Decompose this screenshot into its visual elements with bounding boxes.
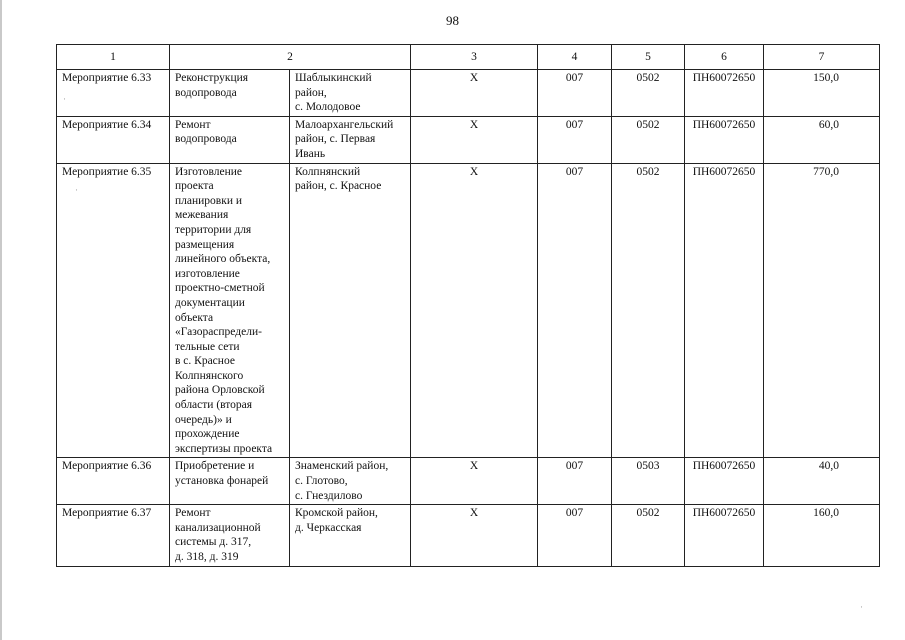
name-cell-line: Реконструкция — [175, 72, 249, 84]
scan-speck: · — [860, 602, 863, 612]
name-cell-line: «Газораспредели- — [175, 326, 262, 339]
location-cell-line: район, с. Первая — [295, 133, 376, 146]
col4-cell: 007 — [538, 70, 612, 117]
header-col-3: 3 — [411, 45, 538, 70]
event-cell: Мероприятие 6.34 — [57, 116, 170, 163]
name-cell-line: Ремонт — [175, 507, 211, 520]
col3-cell: Х — [411, 116, 538, 163]
name-cell-line: в с. Красное — [175, 355, 235, 368]
col6-cell: ПН60072650 — [685, 70, 764, 117]
header-col-2: 2 — [170, 45, 411, 70]
name-cell-line: документации — [175, 296, 245, 309]
location-cell — [290, 116, 411, 163]
col7-cell: 40,0 — [764, 458, 880, 505]
col6-cell: ПН60072650 — [685, 163, 764, 458]
event-cell: Мероприятие 6.37 — [57, 505, 170, 566]
col5-cell: 0503 — [612, 458, 685, 505]
name-cell-line: Изготовление — [175, 165, 243, 178]
name-cell — [170, 458, 290, 505]
header-col-5: 5 — [612, 45, 685, 70]
header-col-4: 4 — [538, 45, 612, 70]
location-cell-line: Колпнянский — [295, 165, 361, 178]
col7-cell: 770,0 — [764, 163, 880, 458]
name-cell-line: размещения — [175, 238, 235, 251]
name-cell-line: межевания — [175, 209, 229, 222]
col6-cell: ПН60072650 — [685, 505, 764, 566]
header-col-6: 6 — [685, 45, 764, 70]
name-cell-line: водопровода — [175, 133, 237, 146]
table-row — [57, 70, 880, 117]
col4-cell: 007 — [538, 163, 612, 458]
col7-cell: 60,0 — [764, 116, 880, 163]
name-cell-line: водопровода — [175, 86, 237, 99]
location-cell-line: район, с. Красное — [295, 180, 382, 193]
table-row — [57, 116, 880, 163]
col3-cell: Х — [411, 70, 538, 117]
location-cell-line: Ивань — [295, 147, 326, 160]
page-number: 98 — [446, 13, 459, 28]
col5-cell: 0502 — [612, 70, 685, 117]
table-row — [57, 458, 880, 505]
col5-cell: 0502 — [612, 116, 685, 163]
col5-cell: 0502 — [612, 163, 685, 458]
table-row — [57, 163, 880, 458]
location-cell-line: район, — [295, 86, 327, 99]
name-cell-line: Колпнянского — [175, 369, 244, 382]
col4-cell: 007 — [538, 458, 612, 505]
name-cell-line: планировки и — [175, 194, 243, 207]
location-cell — [290, 458, 411, 505]
name-cell-line: территории для — [175, 223, 252, 236]
col3-cell: Х — [411, 505, 538, 566]
col7-cell: 160,0 — [764, 505, 880, 566]
name-cell — [170, 163, 290, 458]
col4-cell: 007 — [538, 505, 612, 566]
name-cell — [170, 505, 290, 566]
header-col-7: 7 — [764, 45, 880, 70]
name-cell-line: д. 318, д. 319 — [175, 551, 239, 563]
name-cell-line: проекта — [175, 180, 214, 193]
name-cell-line: района Орловской — [175, 384, 265, 397]
col3-cell: Х — [411, 458, 538, 505]
location-cell — [290, 70, 411, 117]
location-cell-line: д. Черкасская — [295, 521, 362, 534]
col3-cell: Х — [411, 163, 538, 458]
location-cell-line: с. Гнездилово — [295, 489, 363, 502]
location-cell-line: Кромской район, — [295, 507, 378, 520]
name-cell-line: линейного объекта, — [175, 253, 271, 266]
name-cell-line: объекта — [175, 311, 214, 324]
name-cell-line: очередь)» и — [175, 413, 232, 426]
name-cell-line: установка фонарей — [175, 475, 269, 488]
scan-speck: · — [75, 185, 78, 195]
location-cell — [290, 505, 411, 566]
scan-edge — [0, 0, 2, 640]
event-cell: Мероприятие 6.33 — [57, 70, 170, 117]
name-cell-line: канализационной — [175, 521, 261, 534]
location-cell-line: с. Глотово, — [295, 475, 348, 488]
location-cell — [290, 163, 411, 458]
name-cell-line: области (вторая — [175, 399, 253, 412]
name-cell — [170, 70, 290, 117]
name-cell-line: прохождение — [175, 428, 240, 441]
scan-speck: · — [63, 94, 66, 104]
location-cell-line: Малоархангельский — [295, 118, 394, 131]
event-cell: Мероприятие 6.35 — [57, 163, 170, 458]
col6-cell: ПН60072650 — [685, 116, 764, 163]
event-cell: Мероприятие 6.36 — [57, 458, 170, 505]
name-cell-line: проектно-сметной — [175, 282, 265, 295]
table-body — [57, 70, 880, 567]
location-cell-line: Шаблыкинский — [295, 72, 372, 84]
header-row — [57, 45, 880, 70]
col6-cell: ПН60072650 — [685, 458, 764, 505]
name-cell-line: системы д. 317, — [175, 536, 252, 549]
location-cell-line: с. Молодовое — [295, 101, 361, 114]
name-cell-line: Ремонт — [175, 118, 211, 131]
name-cell — [170, 116, 290, 163]
table-row — [57, 505, 880, 566]
name-cell-line: экспертизы проекта — [175, 442, 273, 455]
name-cell-line: Приобретение и — [175, 460, 255, 473]
name-cell-line: изготовление — [175, 267, 240, 280]
name-cell-line: тельные сети — [175, 340, 240, 353]
col5-cell: 0502 — [612, 505, 685, 566]
budget-table — [56, 44, 880, 567]
col7-cell: 150,0 — [764, 70, 880, 117]
col4-cell: 007 — [538, 116, 612, 163]
header-col-1: 1 — [57, 45, 170, 70]
location-cell-line: Знаменский район, — [295, 460, 389, 473]
